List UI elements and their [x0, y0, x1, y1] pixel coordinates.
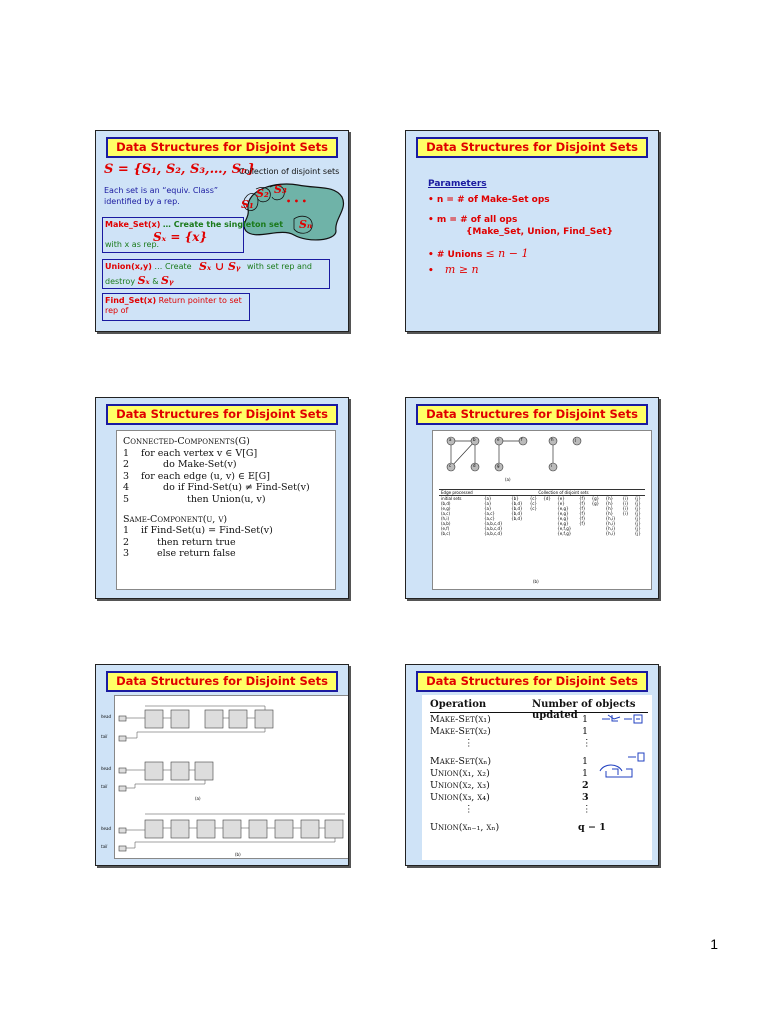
set-cell: {j}: [634, 501, 641, 506]
graph-diagram: [443, 433, 593, 481]
col-edge-processed: Edge processed: [441, 490, 473, 495]
union-sx: Sₓ: [137, 274, 150, 287]
set-cell: {f}: [578, 501, 586, 506]
set-cell: {i}: [622, 496, 629, 501]
set-cell: [620, 531, 632, 536]
slide-title: Data Structures for Disjoint Sets: [106, 137, 338, 158]
make-set-end: with x as rep.: [105, 240, 160, 249]
edge-cell: (a,c): [441, 511, 451, 516]
set-cell: {j}: [634, 496, 641, 501]
set-cell: {j}: [634, 511, 641, 516]
edge-cell: initial sets: [441, 496, 462, 501]
set-cell: {c}: [529, 501, 537, 506]
set-cell: {j}: [634, 526, 641, 531]
set-cell: [528, 531, 542, 536]
num-row-1: 1: [582, 714, 589, 725]
sc-header: Same-Component(u, v): [123, 513, 228, 525]
bullet-unions: • # Unions: [428, 250, 483, 260]
slide-title: Data Structures for Disjoint Sets: [106, 404, 338, 425]
set-cell: {e}: [557, 496, 565, 501]
num-row-7: 3: [582, 792, 589, 803]
slide-2: [405, 130, 659, 332]
blob-label-s1: S₁: [241, 198, 254, 211]
set-cell: {f}: [578, 521, 586, 526]
op-row-5: Union(x₁, x₂): [430, 768, 490, 779]
set-cell: {j}: [634, 506, 641, 511]
vertex-g: g: [497, 463, 500, 468]
operations-panel: [422, 695, 652, 860]
edge-cell: (b,c): [441, 531, 451, 536]
parameters-heading: Parameters: [428, 179, 487, 189]
make-set-text: … Create the singleton set: [162, 220, 284, 229]
set-cell: {e,g}: [557, 511, 569, 516]
set-cell: {e,g}: [557, 506, 569, 511]
set-cell: {h}: [605, 511, 614, 516]
bullet-m-sub: {Make_Set, Union, Find_Set}: [466, 227, 614, 237]
cc-line-3: for each edge (u, v) ∈ E[G]: [141, 470, 270, 482]
set-cell: {f}: [578, 496, 586, 501]
find-set-label: Find_Set(x): [105, 296, 157, 305]
union-text: … Create: [154, 262, 192, 271]
set-cell: {i}: [622, 506, 629, 511]
union-amp: &: [152, 277, 159, 286]
set-cell: {a}: [483, 506, 492, 511]
vertex-f: f: [521, 437, 523, 442]
slide-title: Data Structures for Disjoint Sets: [106, 671, 338, 692]
edge-cell: (a,b): [441, 521, 451, 526]
vertex-b: b: [473, 437, 476, 442]
caption-a: (a): [195, 796, 201, 801]
caption-b: (b): [533, 579, 539, 584]
vertex-i: i: [551, 463, 553, 468]
vertex-e: e: [497, 437, 500, 442]
set-cell: {j}: [634, 531, 641, 536]
set-equation: S = {S₁, S₂, S₃,…, Sₙ}: [104, 162, 256, 177]
vertex-d: d: [473, 463, 476, 468]
cc-header: Connected-Components(G): [123, 436, 250, 447]
cc-line-1: for each vertex v ∈ V[G]: [141, 447, 258, 459]
union-label: Union(x,y): [105, 262, 152, 271]
set-cell: {d}: [543, 496, 551, 501]
set-cell: {a}: [483, 496, 492, 501]
set-cell: {i}: [622, 511, 629, 516]
bullet-n: • n = # of Make-Set ops: [428, 195, 550, 205]
set-cell: [590, 531, 604, 536]
head-label-3: head: [101, 826, 111, 831]
linked-list-diagram: [115, 696, 349, 858]
set-cell: {a,b,c,d}: [483, 521, 503, 526]
cc-line-2: do Make-Set(v): [163, 459, 237, 471]
set-cell: {a,b,c,d}: [483, 531, 503, 536]
num-row-3: ⋮: [582, 738, 592, 749]
col-number-updated: Number of objects updated: [532, 699, 636, 721]
set-cell: {e,g}: [557, 521, 569, 526]
col-operation: Operation: [430, 699, 487, 710]
set-cell: {g}: [591, 496, 600, 501]
make-set-equation: Sₓ = {x}: [153, 230, 208, 244]
sets-table: [439, 489, 645, 536]
head-label-1: head: [101, 714, 111, 719]
pseudocode-panel: Connected-Components(G) 1 for each vertex v ∈ V[G] 2 do Make-Set(v) 3 for each edge (u, v) ∈ E[G] 4 do if Find-Set(u) ≠ Find-Set(v) 5 then Union(u, v) Same-Component(u, v) 1 if Find-Set(u) = Find-Set(v) 2 then return true 3 else return false: [116, 430, 336, 590]
set-cell: {b,d}: [511, 501, 523, 506]
edge-cell: (b,d): [441, 501, 451, 506]
num-row-8: ⋮: [582, 804, 592, 815]
cc-line-4: do if Find-Set(u) ≠ Find-Set(v): [163, 482, 310, 494]
set-cell: {f}: [578, 506, 586, 511]
edge-cell: (e,g): [441, 506, 451, 511]
find-set-text: Return pointer to set rep of: [105, 296, 242, 315]
blob-dots: • • •: [286, 197, 307, 206]
op-row-3: ⋮: [464, 738, 474, 749]
op-row-6: Union(x₂, x₃): [430, 780, 490, 791]
make-set-label: Make_Set(x): [105, 220, 161, 229]
cc-line-5: then Union(u, v): [187, 493, 266, 505]
page-number: 1: [710, 936, 718, 952]
set-cell: {h}: [605, 501, 614, 506]
num-row-5: 1: [582, 768, 589, 779]
set-cell: {b,d}: [511, 506, 523, 511]
set-cell: {h,i}: [605, 516, 616, 521]
set-cell: {f}: [578, 511, 586, 516]
slide-4: [405, 397, 659, 599]
blob-label-s2: S₂: [256, 187, 269, 200]
union-box: [102, 259, 330, 289]
each-set-line-2: identified by a rep.: [104, 197, 180, 206]
set-cell: {a,c}: [483, 511, 495, 516]
linked-list-panel: [101, 695, 349, 859]
union-destroy: destroy: [105, 277, 136, 286]
blob-label-s3: S₃: [274, 183, 287, 196]
num-row-9: q − 1: [578, 822, 606, 833]
set-cell: [541, 531, 555, 536]
unions-bound: ≤ n − 1: [485, 247, 529, 260]
union-end: with set rep and: [247, 262, 312, 271]
blob-label-sn: Sₙ: [299, 218, 312, 231]
set-cell: {e,f,g}: [557, 526, 572, 531]
set-cell: [509, 531, 528, 536]
slide-title: Data Structures for Disjoint Sets: [416, 137, 648, 158]
set-cell: {e,f,g}: [557, 531, 572, 536]
collection-text: Collection of disjoint sets: [239, 167, 340, 176]
set-cell: {a,c}: [483, 516, 495, 521]
handwritten-sketches: [598, 711, 652, 807]
bullet-m: • m = # of all ops: [428, 215, 518, 225]
m-bound: m ≥ n: [444, 263, 479, 276]
set-cell: {h}: [605, 506, 614, 511]
slide-6: [405, 664, 659, 866]
set-cell: {c}: [529, 506, 537, 511]
num-row-4: 1: [582, 756, 589, 767]
graph-panel: [432, 430, 652, 590]
set-cell: {e,g}: [557, 516, 569, 521]
set-cell: {g}: [591, 501, 600, 506]
slide-5: [95, 664, 349, 866]
op-row-2: Make-Set(x₂): [430, 726, 491, 737]
set-cell: {a}: [483, 501, 492, 506]
op-row-9: Union(xₙ₋₁, xₙ): [430, 822, 500, 833]
col-collection: Collection of disjoint sets: [538, 490, 589, 495]
table-row: [439, 531, 645, 536]
edge-cell: (e,f): [441, 526, 450, 531]
find-set-box: [102, 293, 250, 321]
make-set-box: [102, 217, 284, 253]
sc-line-1: if Find-Set(u) = Find-Set(v): [141, 525, 273, 537]
sc-line-3: else return false: [157, 548, 236, 560]
op-row-1: Make-Set(x₁): [430, 714, 491, 725]
set-cell: {c}: [529, 496, 537, 501]
set-cell: {b,d}: [511, 511, 523, 516]
set-cell: {b,d}: [511, 516, 523, 521]
union-sy: Sᵧ: [161, 274, 174, 287]
set-cell: {h,i}: [605, 526, 616, 531]
slide-title: Data Structures for Disjoint Sets: [416, 671, 648, 692]
set-cell: {j}: [634, 521, 641, 526]
disjoint-sets-diagram: [236, 179, 348, 245]
tail-label-2: tail: [101, 784, 108, 789]
sc-line-2: then return true: [157, 536, 236, 548]
slide-1: [95, 130, 349, 332]
op-row-8: ⋮: [464, 804, 474, 815]
slide-3: [95, 397, 349, 599]
vertex-a: a: [449, 437, 452, 442]
set-cell: {h,i}: [605, 531, 616, 536]
union-equation: Sₓ ∪ Sᵧ: [199, 260, 241, 273]
head-label-2: head: [101, 766, 111, 771]
set-cell: {j}: [634, 516, 641, 521]
num-row-2: 1: [582, 726, 589, 737]
edge-cell: (h,i): [441, 516, 450, 521]
each-set-line-1: Each set is an “equiv. Class”: [104, 186, 219, 195]
slide-title: Data Structures for Disjoint Sets: [416, 404, 648, 425]
set-cell: {e}: [557, 501, 565, 506]
set-cell: {a,b,c,d}: [483, 526, 503, 531]
set-cell: [577, 531, 590, 536]
set-cell: {h,i}: [605, 521, 616, 526]
caption-b: (b): [235, 852, 241, 857]
set-cell: {b}: [511, 496, 519, 501]
tail-label-1: tail: [101, 734, 108, 739]
set-cell: {h}: [605, 496, 614, 501]
vertex-j: j: [575, 437, 577, 442]
op-row-4: Make-Set(xₙ): [430, 756, 492, 767]
set-cell: {f}: [578, 516, 586, 521]
vertex-h: h: [551, 437, 554, 442]
num-row-6: 2: [582, 780, 589, 791]
vertex-c: c: [449, 463, 452, 468]
bullet-empty: •: [428, 266, 434, 276]
caption-a: (a): [505, 477, 511, 482]
op-row-7: Union(x₃, x₄): [430, 792, 490, 803]
tail-label-3: tail: [101, 844, 108, 849]
set-cell: {i}: [622, 501, 629, 506]
